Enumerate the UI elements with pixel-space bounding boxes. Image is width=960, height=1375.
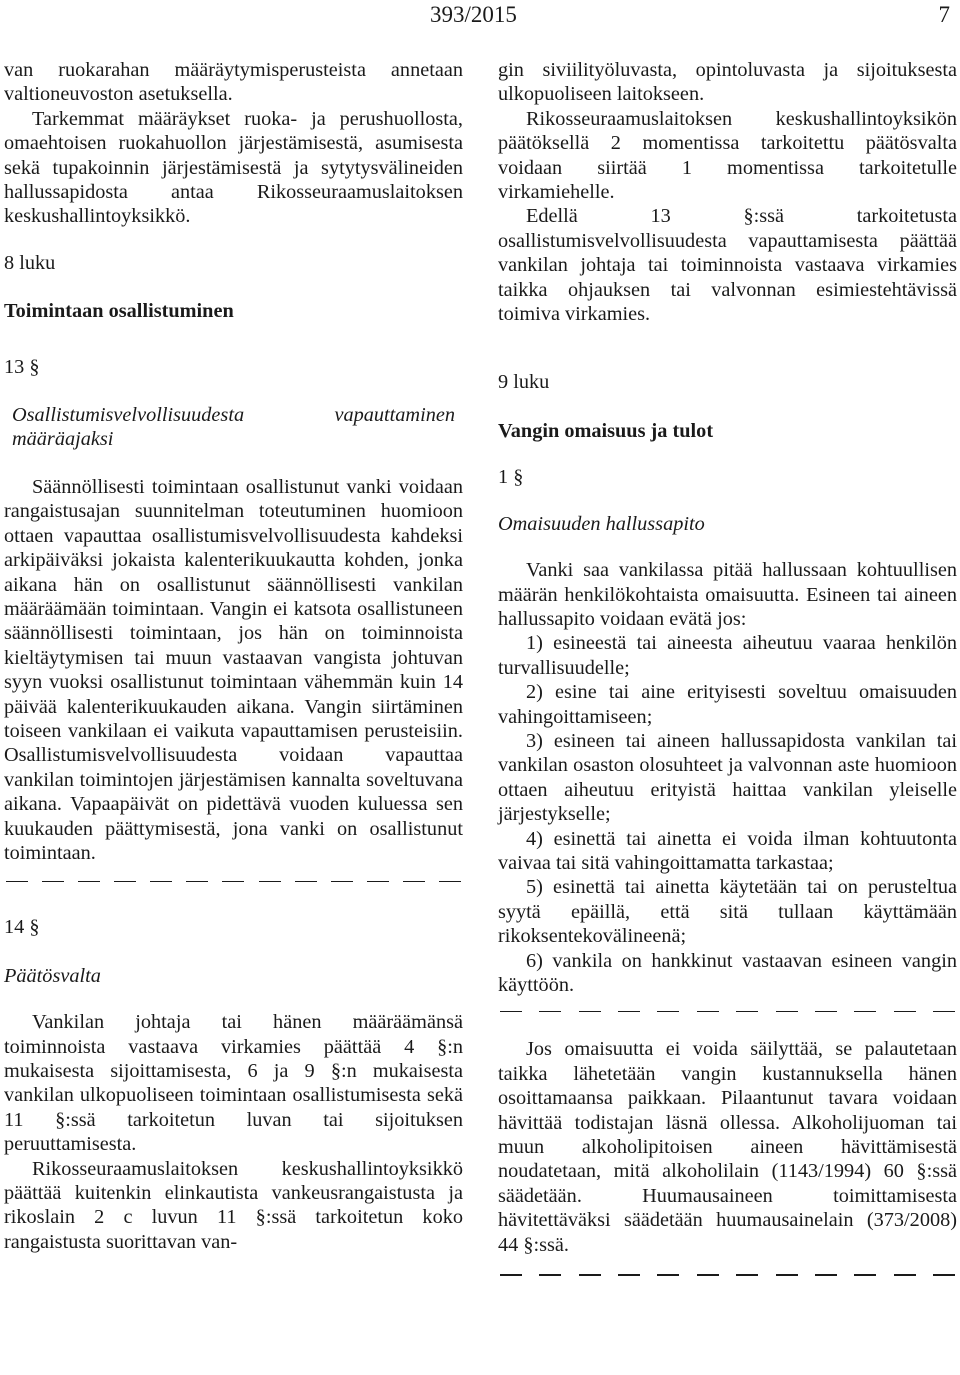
section-title: Päätösvalta [4, 964, 101, 987]
section-number: 1 § [498, 466, 524, 489]
section-text: Vankilan johtaja tai hänen määräämänsä toiminnoista vastaava virkamies päättää 4 §:n mukaisesta sijoittamisesta, 6 ja 9 §:n mukaisesta vankilan ulkopuoliseen toimintaan osallistumisesta sekä 11 §:ssä tarkoitetun luvan tai sijoituksen peruuttamisesta. [4, 1011, 463, 1156]
dash [657, 1011, 679, 1012]
list-item: 4) esinettä tai ainetta ei voida ilman kohtuutonta vaivaa tai sitä vahingoittamatta tarkastaa; [498, 827, 957, 874]
paragraph: Edellä 13 §:ssä tarkoitetusta osallistumisvelvollisuudesta vapauttamisesta päättää vankilan johtaja tai toiminnoista vastaava virkamies taikka ohjauksen tai valvonnan esimiestehtävissä toimiva virkamies. [498, 205, 957, 326]
dash [539, 1274, 561, 1275]
dash [403, 881, 425, 882]
dash [854, 1274, 876, 1275]
section-text: Rikosseuraamuslaitoksen keskushallintoyksikkö päättää kuitenkin elinkautista vankeusrangaistusta ja rikoslain 2 c luvun 11 §:ssä tarkoitetun koko rangaistusta suorittavan van- [4, 1157, 463, 1253]
dash [150, 881, 172, 882]
section-text: Jos omaisuutta ei voida säilyttää, se palautetaan taikka lähetetään vangin kustannuksella hänen osoittamaansa paikkaan. Pilaantunut tavara voidaan hävittää todistajan läsnä ollessa. Alkoholijuoman tai muun alkoholipitoisen aineen hävittämisestä noudatetaan, mitä alkoholilain (1143/1994) 60 §:ssä säädetään. Huumausaineen toimittamisesta hävitettäväksi säädetään huumausainelain (373/2008) 44 §:ssä. [498, 1038, 957, 1256]
dash [42, 881, 64, 882]
dash [854, 1011, 876, 1012]
dash [331, 881, 353, 882]
dash [114, 881, 136, 882]
dash-separator [498, 999, 957, 1023]
dash [618, 1274, 640, 1275]
dash [500, 1274, 522, 1275]
list-item: 2) esine tai aine erityisesti soveltuu omaisuuden vahingoittamiseen; [498, 681, 957, 728]
dash [78, 881, 100, 882]
paragraph: van ruokarahan määräytymisperusteista annetaan valtioneuvoston asetuksella. [4, 59, 463, 106]
dash [367, 881, 389, 882]
section-number: 14 § [4, 916, 40, 939]
right-column [498, 58, 957, 1287]
chapter-title: Toimintaan osallistuminen [4, 300, 234, 323]
dash [736, 1274, 758, 1275]
dash [222, 881, 244, 882]
dash [815, 1274, 837, 1275]
paragraph: gin siviilityöluvasta, opintoluvasta ja sijoituksesta ulkopuoliseen laitokseen. [498, 59, 957, 106]
paragraph: Rikosseuraamuslaitoksen keskushallintoyksikön päätöksellä 2 momentissa tarkoitettu päätösvalta voidaan siirtää 1 momentissa tarkoitetulle virkamiehelle. [498, 107, 957, 204]
dash [657, 1274, 679, 1275]
section-number: 13 § [4, 355, 40, 378]
dash [579, 1011, 601, 1012]
dash [697, 1274, 719, 1275]
chapter-number: 8 luku [4, 251, 56, 274]
dash [776, 1011, 798, 1012]
page-number: 7 [938, 2, 950, 27]
left-column [4, 58, 463, 1254]
dash [776, 1274, 798, 1275]
dash [933, 1011, 955, 1012]
dash [697, 1011, 719, 1012]
list-item: 6) vankila on hankkinut vastaavan esineen vangin käyttöön. [498, 949, 957, 996]
dash [815, 1011, 837, 1012]
dash-separator [4, 869, 463, 893]
dash [6, 881, 28, 882]
document-number: 393/2015 [430, 2, 517, 27]
dash [894, 1011, 916, 1012]
dash [618, 1011, 640, 1012]
list-item: 5) esinettä tai ainetta käytetään tai on perusteltua syytä epäillä, että sitä tullaan käyttämään rikoksentekovälineenä; [498, 876, 957, 948]
list-item: 3) esineen tai aineen hallussapidosta vankilan tai vankilan osaston olosuhteet ja valvonnan aste huomioon ottaen aiheutuu erityistä haittaa vankilan yleiselle järjestykselle; [498, 729, 957, 826]
section-title: Osallistumisvelvollisuudesta vapauttaminen määräajaksi [12, 404, 455, 451]
chapter-number: 9 luku [498, 371, 550, 394]
dash [736, 1011, 758, 1012]
dash [295, 881, 317, 882]
dash [186, 881, 208, 882]
section-title: Omaisuuden hallussapito [498, 512, 705, 535]
dash [894, 1274, 916, 1275]
dash-separator [498, 1263, 957, 1287]
dash [579, 1274, 601, 1275]
paragraph: Tarkemmat määräykset ruoka- ja perushuollosta, omaehtoisen ruokahuollon järjestämisestä, asumisesta sekä tupakoinnin järjestämisestä ja sytytysvälineiden hallussapidosta antaa Rikosseuraamuslaitoksen keskushallintoyksikkö. [4, 107, 463, 228]
dash [539, 1011, 561, 1012]
section-text: Vanki saa vankilassa pitää hallussaan kohtuullisen määrän henkilökohtaista omaisuutta. Esineen tai aineen hallussapito voidaan evätä jos: [498, 559, 957, 630]
page-header [0, 0, 960, 34]
section-text: Säännöllisesti toimintaan osallistunut vanki voidaan rangaistusajan suunnitelman toteutuminen huomioon ottaen vapauttaa osallistumisvelvollisuudesta kahdeksi arkipäiväksi jokaista kalenterikuukautta kohden, jonka aikana hän on osallistunut säännöllisesti vankilan määräämään toimintaan. Vangin ei katsota osallistuneen säännöllisesti toimintaan, jos hän on toiminnoista kieltäytymisen tai muun vastaavan vangista johtuvan syyn vuoksi osallistunut toimintaan vähemmän kuin 14 päivää kalenterikuukauden aikana. Vangin siirtäminen toiseen vankilaan ei vaikuta vapauttamisen perusteisiin. Osallistumisvelvollisuudesta voidaan vapauttaa vankilan toimintojen järjestämisen kannalta soveltuvana aikana. Vapaapäivät on pidettävä vuoden kuluessa sen kuukauden päättymisestä, jona vanki on osallistunut toimintaan. [4, 475, 463, 864]
dash [500, 1011, 522, 1012]
dash [259, 881, 281, 882]
chapter-title: Vangin omaisuus ja tulot [498, 419, 714, 442]
list-item: 1) esineestä tai aineesta aiheutuu vaaraa henkilön turvallisuudelle; [498, 632, 957, 679]
dash [933, 1274, 955, 1275]
dash [439, 881, 461, 882]
